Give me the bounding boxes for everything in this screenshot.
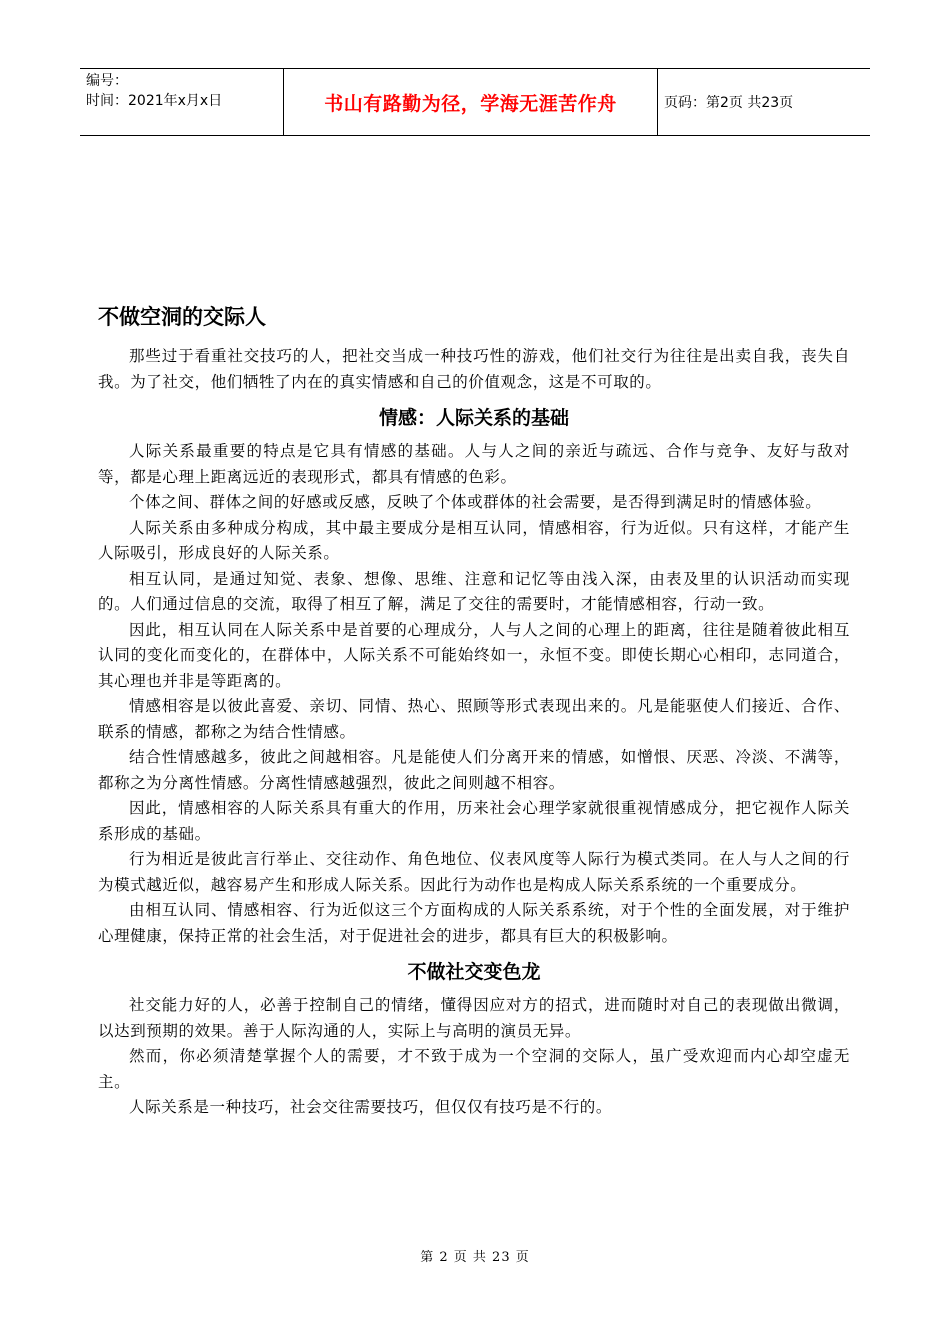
- document-title: 不做空洞的交际人: [98, 305, 266, 329]
- paragraph: 行为相近是彼此言行举止、交往动作、角色地位、仪表风度等人际行为模式类同。在人与人之间的行为模式越近似，越容易产生和形成人际关系。因此行为动作也是构成人际关系系统的一个重要成分。: [98, 850, 850, 894]
- header-motto-cell: [283, 69, 658, 135]
- paragraph: 人际关系是一种技巧，社会交往需要技巧，但仅仅有技巧是不行的。: [129, 1098, 613, 1116]
- paragraph: 结合性情感越多，彼此之间越相容。凡是能使人们分离开来的情感，如憎恨、厌恶、冷淡、不满等，都称之为分离性情感。分离性情感越强烈，彼此之间则越不相容。: [98, 748, 850, 792]
- section-heading-chameleon: 不做社交变色龙: [407, 961, 541, 983]
- paragraph: 人际关系由多种成分构成，其中最主要成分是相互认同，情感相容，行为近似。只有这样，才能产生人际吸引，形成良好的人际关系。: [98, 518, 850, 562]
- paragraph: 社交能力好的人，必善于控制自己的情绪，懂得因应对方的招式，进而随时对自己的表现做出微调，以达到预期的效果。善于人际沟通的人，实际上与高明的演员无异。: [98, 996, 850, 1040]
- page-footer: 第 2 页 共 23 页: [420, 1250, 530, 1265]
- intro-paragraph: 那些过于看重社交技巧的人，把社交当成一种技巧性的游戏，他们社交行为往往是出卖自我，丧失自我。为了社交，他们牺牲了内在的真实情感和自己的价值观念，这是不可取的。: [98, 347, 850, 391]
- section-heading-emotion: 情感：人际关系的基础: [378, 407, 569, 429]
- header-meta: [80, 69, 283, 135]
- page-header: [80, 68, 870, 136]
- paragraph: 因此，情感相容的人际关系具有重大的作用，历来社会心理学家就很重视情感成分，把它视作人际关系形成的基础。: [98, 799, 850, 843]
- paragraph: 个体之间、群体之间的好感或反感，反映了个体或群体的社会需要，是否得到满足时的情感体验。: [129, 493, 822, 511]
- paragraph: 人际关系最重要的特点是它具有情感的基础。人与人之间的亲近与疏远、合作与竞争、友好与敌对等，都是心理上距离远近的表现形式，都具有情感的色彩。: [98, 442, 850, 486]
- header-date-label: 时间：2021年x月x日: [86, 93, 223, 109]
- paragraph: 因此，相互认同在人际关系中是首要的心理成分，人与人之间的心理上的距离，往往是随着彼此相互认同的变化而变化的，在群体中，人际关系不可能始终如一，永恒不变。即使长期心心相印，志同道合，其心理也并非是等距离的。: [98, 620, 850, 690]
- paragraph: 由相互认同、情感相容、行为近似这三个方面构成的人际关系系统，对于个性的全面发展，对于维护心理健康，保持正常的社会生活，对于促进社会的进步，都具有巨大的积极影响。: [98, 901, 850, 945]
- header-motto: 书山有路勤为径，学海无涯苦作舟: [324, 92, 617, 115]
- paragraph: 相互认同，是通过知觉、表象、想像、思维、注意和记忆等由浅入深，由表及里的认识活动而实现的。人们通过信息的交流，取得了相互了解，满足了交往的需要时，才能情感相容，行动一致。: [98, 569, 850, 613]
- header-page-info-cell: [658, 69, 870, 135]
- paragraph: 然而，你必须清楚掌握个人的需要，才不致于成为一个空洞的交际人，虽广受欢迎而内心却空虚无主。: [98, 1047, 850, 1091]
- header-page-info: 页码：第2页 共23页: [664, 95, 794, 111]
- paragraph: 情感相容是以彼此喜爱、亲切、同情、热心、照顾等形式表现出来的。凡是能驱使人们接近、合作、联系的情感，都称之为结合性情感。: [98, 697, 850, 741]
- document-body: [98, 300, 850, 1121]
- header-number-label: 编号：: [86, 73, 128, 89]
